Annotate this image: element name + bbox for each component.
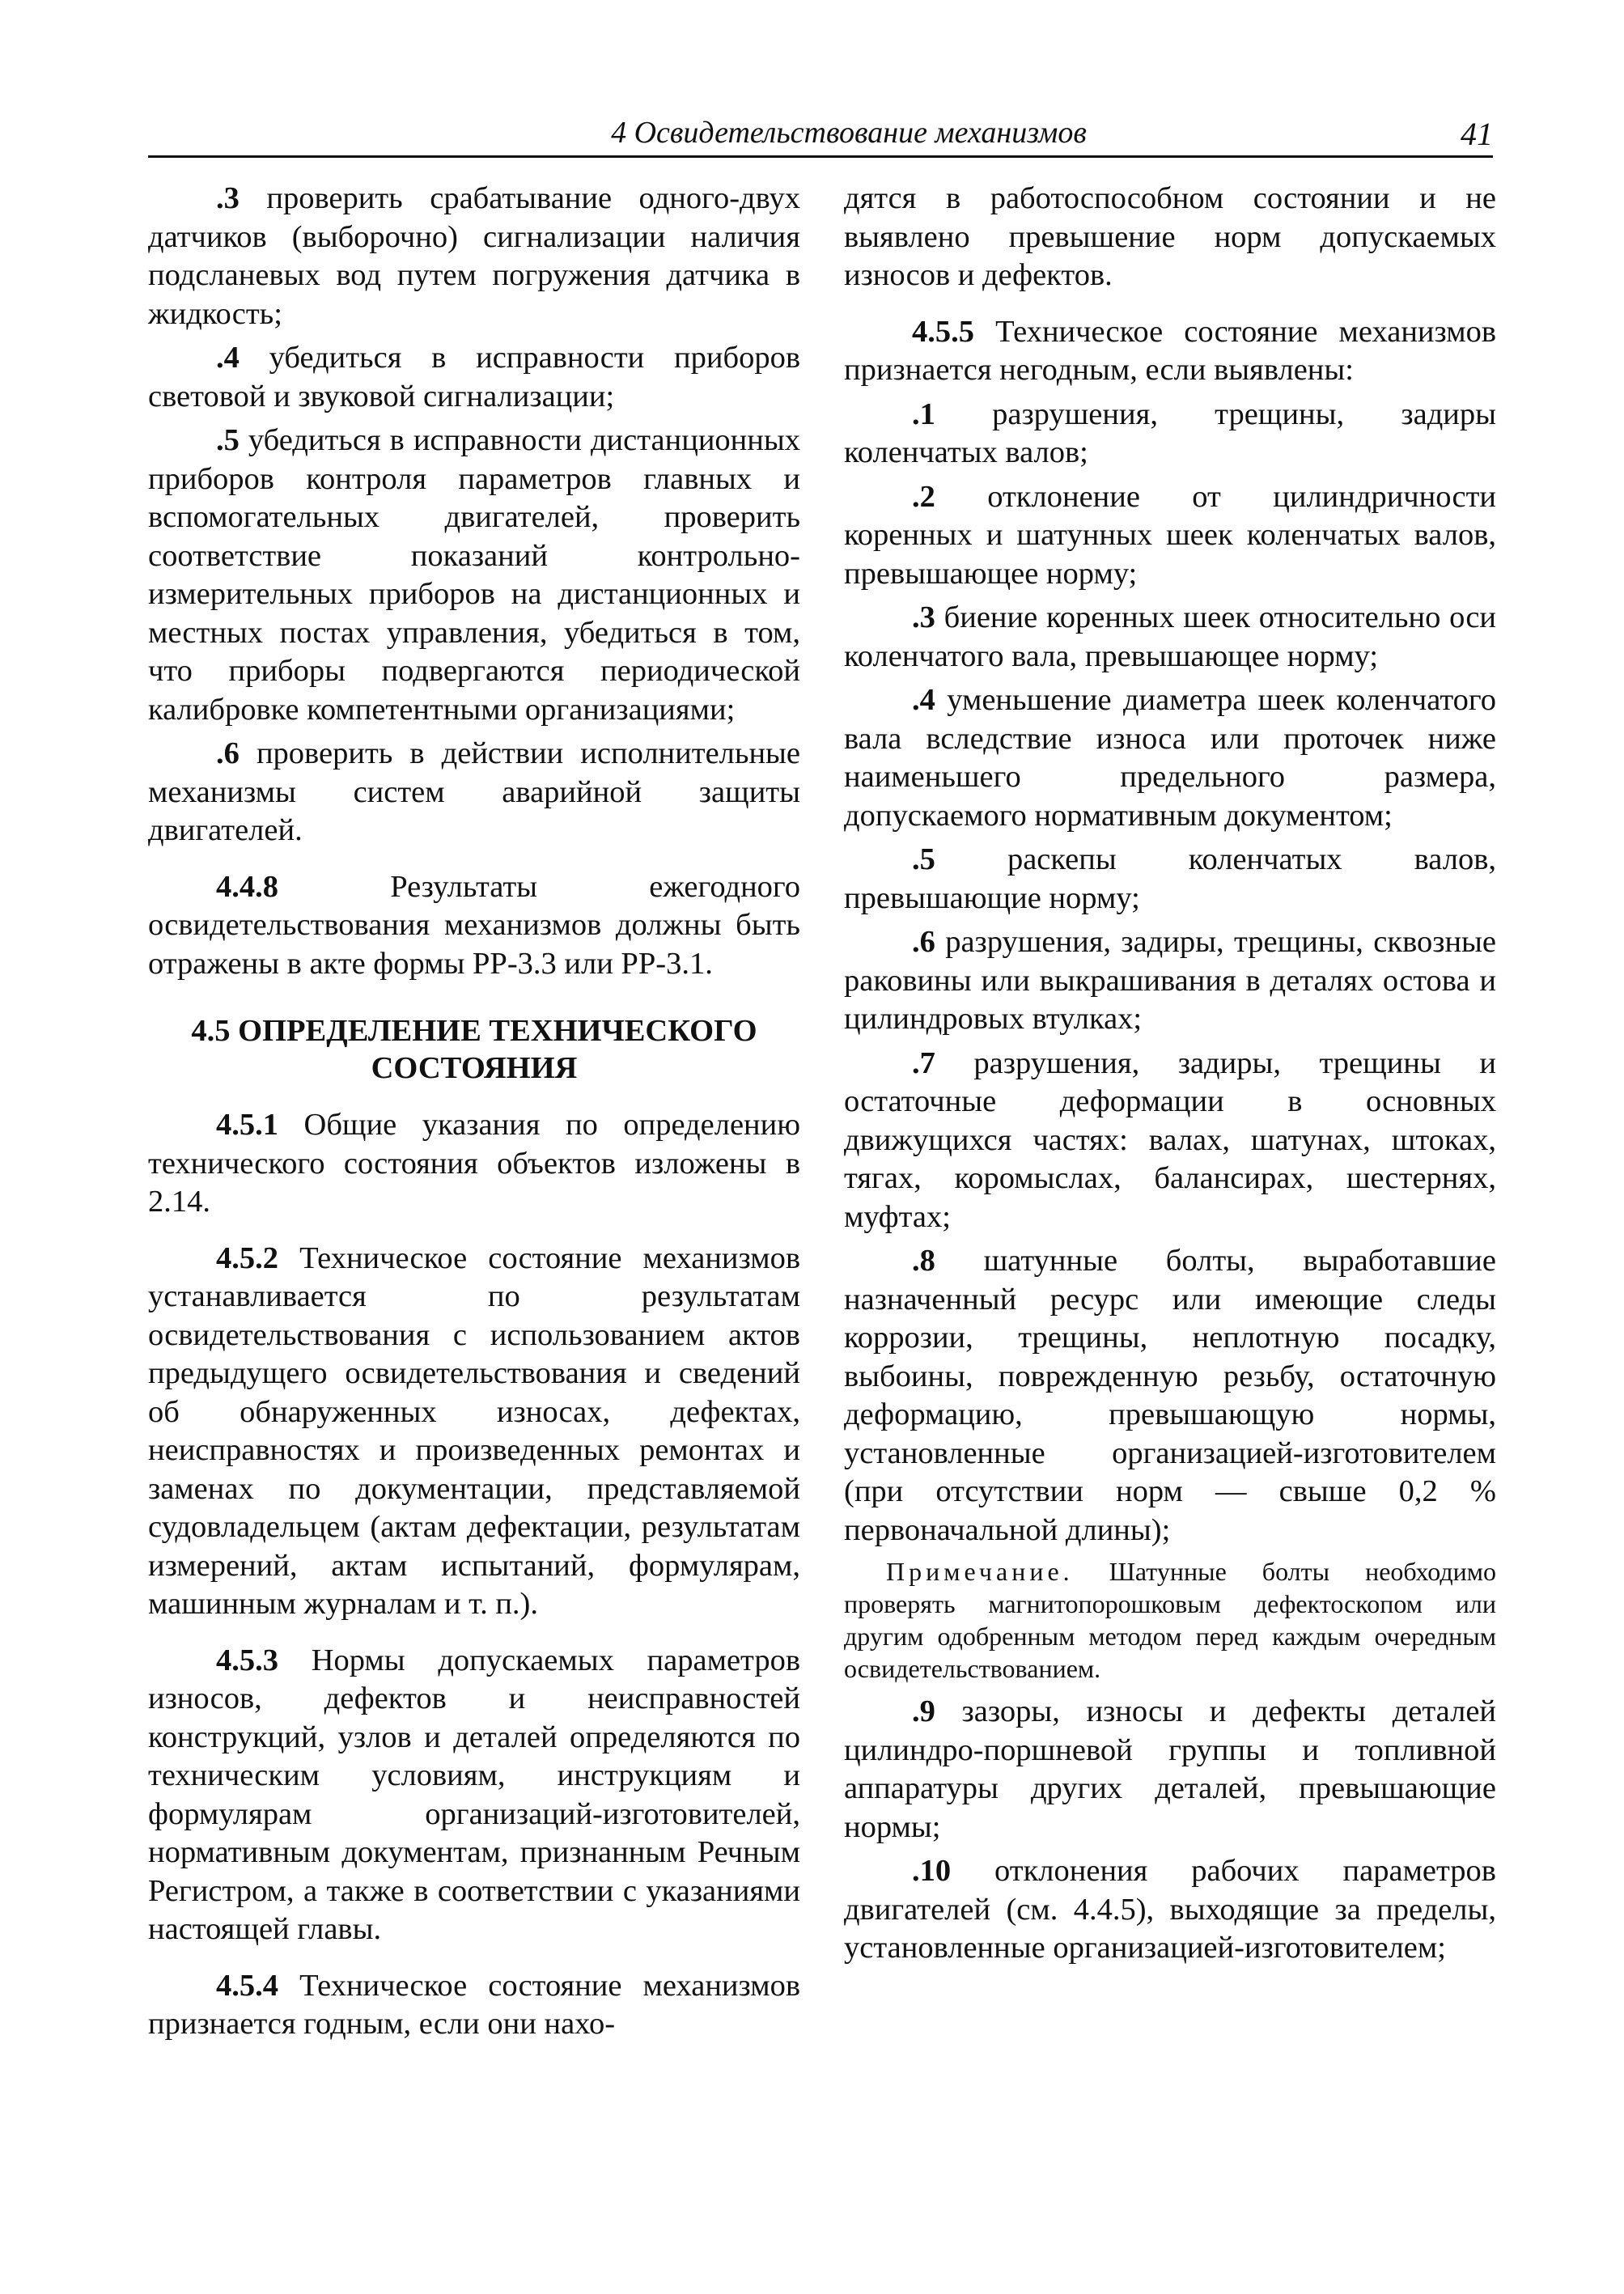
item-text: биение коренных шеек относительно оси коленчатого вала, превышающее норму; xyxy=(844,600,1497,673)
item-number: .1 xyxy=(912,396,935,431)
clause-text: Общие указания по определению технического состояния объектов изложены в 2.14. xyxy=(148,1108,800,1219)
clause-text: Техническое состояние механизмов устанавливается по результатам освидетельствования с использованием актов предыдущего освидетельствования и сведений об обнаруженных износах, дефектах, неисправностях и произведенных ремонтах и заменах по документации, представляемой судовладельцем (актам дефектации, результатам измерений, актам испытаний, формулярам, машинным журналам и т. п.). xyxy=(148,1240,800,1621)
item-number: .5 xyxy=(912,842,935,876)
clause-number: 4.4.8 xyxy=(216,869,278,904)
clause-text: Нормы допускаемых параметров износов, дефектов и неисправностей конструкций, узлов и деталей определяются по техническим условиям, инструкциям и формулярам организаций-изготовителей, нормативным документам, признанным Речным Регистром, а также в соответствии с указаниями настоящей главы. xyxy=(148,1643,801,1946)
item-number: .9 xyxy=(912,1694,935,1728)
item-number: .3 xyxy=(912,600,935,634)
item-number: .4 xyxy=(216,341,240,375)
clause-number: 4.5.3 xyxy=(216,1643,278,1677)
note-text: Шатунные болты необходимо проверять магнитопорошковым дефектоскопом или другим одобренным методом перед каждым очередным освидетельствованием. xyxy=(844,1557,1497,1683)
list-item xyxy=(844,599,1496,676)
item-text: уменьшение диаметра шеек коленчатого вала вследствие износа или проточек ниже наименьшего предельного размера, допускаемого нормативным документом; xyxy=(844,683,1497,833)
item-text: шатунные болты, выработавшие назначенный ресурс или имеющие следы коррозии, трещины, неплотную посадку, выбоины, поврежденную резьбу, остаточную деформацию, превышающую нормы, установленные организацией-изготовителем (при отсутствии норм — свыше 0,2 % первоначальной длины); xyxy=(844,1244,1496,1547)
clause-number: 4.5.5 xyxy=(912,314,974,349)
item-number: .8 xyxy=(912,1244,935,1278)
item-number: .10 xyxy=(912,1854,952,1888)
list-item xyxy=(844,478,1496,594)
list-item xyxy=(148,180,800,333)
item-number: .2 xyxy=(912,479,935,514)
item-number: .3 xyxy=(216,181,240,215)
item-text: проверить в действии исполнительные механизмы систем аварийной защиты двигателей. xyxy=(148,736,801,847)
item-text: раскепы коленчатых валов, превышающие норму; xyxy=(844,842,1496,915)
section-heading xyxy=(148,1012,800,1087)
item-text: убедиться в исправности дистанционных приборов контроля параметров главных и вспомогательных двигателей, проверить соответствие показаний контрольно-измерительных приборов на дистанционных и местных постах управления, убедиться в том, что приборы подвергаются периодической калибровке компетентными организациями; xyxy=(148,423,800,727)
left-column xyxy=(148,180,800,2050)
list-item xyxy=(844,1693,1496,1847)
section-heading-line2: СОСТОЯНИЯ xyxy=(371,1051,578,1085)
note xyxy=(844,1555,1496,1685)
item-text: отклонение от цилиндричности коренных и шатунных шеек коленчатых валов, превышающее норму; xyxy=(844,479,1496,591)
item-text: зазоры, износы и дефекты деталей цилиндро-поршневой группы и топливной аппаратуры других деталей, превышающие нормы; xyxy=(844,1694,1497,1844)
clause-number: 4.5.1 xyxy=(216,1108,278,1142)
item-number: .6 xyxy=(216,736,240,770)
paragraph-continuation: дятся в работоспособном состоянии и не выявлено превышение норм допускаемых износов и дефектов. xyxy=(844,181,1496,292)
right-column xyxy=(844,180,1496,1974)
paragraph-4-4-8 xyxy=(148,868,800,984)
list-item xyxy=(844,923,1496,1039)
item-text: разрушения, трещины, задиры коленчатых валов; xyxy=(844,396,1497,469)
clause-number: 4.5.2 xyxy=(216,1240,278,1275)
item-text: проверить срабатывание одного-двух датчиков (выборочно) сигнализации наличия подсланевых вод путем погружения датчика в жидкость; xyxy=(148,181,800,331)
clause-text: Техническое состояние механизмов признается годным, если они нахо- xyxy=(148,1968,800,2041)
list-item xyxy=(844,1242,1496,1550)
item-text: разрушения, задиры, трещины и остаточные деформации в основных движущихся частях: валах, шатунах, штоках, тягах, коромыслах, балансирах, шестернях, муфтах; xyxy=(844,1045,1496,1234)
note-label: Примечание. xyxy=(886,1557,1074,1586)
item-number: .4 xyxy=(912,683,935,717)
item-number: .5 xyxy=(216,423,240,457)
list-item xyxy=(844,1045,1496,1237)
list-item xyxy=(844,841,1496,918)
clause-number: 4.5.4 xyxy=(216,1968,278,2003)
list-item xyxy=(148,735,800,850)
paragraph-4-5-2 xyxy=(148,1240,800,1624)
paragraph-4-5-4 xyxy=(148,1967,800,2044)
chapter-title: 4 Освидетельствование механизмов xyxy=(611,116,1087,150)
item-text: разрушения, задиры, трещины, сквозные раковины или выкрашивания в деталях остова и цилиндровых втулках; xyxy=(844,925,1496,1036)
list-item xyxy=(148,339,800,416)
section-heading-line1: 4.5 ОПРЕДЕЛЕНИЕ ТЕХНИЧЕСКОГО xyxy=(191,1014,757,1048)
list-item xyxy=(844,396,1496,473)
page-number: 41 xyxy=(1461,116,1493,152)
clause-text: Результаты ежегодного освидетельствования механизмов должны быть отражены в акте формы РР-3.3 или РР-3.1. xyxy=(148,869,800,981)
running-header xyxy=(148,112,1493,158)
list-item xyxy=(844,1852,1496,1968)
clause-text: Техническое состояние механизмов признается негодным, если выявлены: xyxy=(844,314,1496,387)
paragraph-4-5-5 xyxy=(844,313,1496,390)
paragraph-4-5-3 xyxy=(148,1642,800,1949)
item-text: отклонения рабочих параметров двигателей (см. 4.4.5), выходящие за пределы, установленные организацией-изготовителем; xyxy=(844,1854,1496,1965)
paragraph-4-5-1 xyxy=(148,1106,800,1222)
item-text: убедиться в исправности приборов световой и звуковой сигнализации; xyxy=(148,341,800,413)
item-number: .6 xyxy=(912,925,935,959)
list-item xyxy=(844,681,1496,835)
list-item xyxy=(148,422,800,729)
item-number: .7 xyxy=(912,1045,935,1080)
